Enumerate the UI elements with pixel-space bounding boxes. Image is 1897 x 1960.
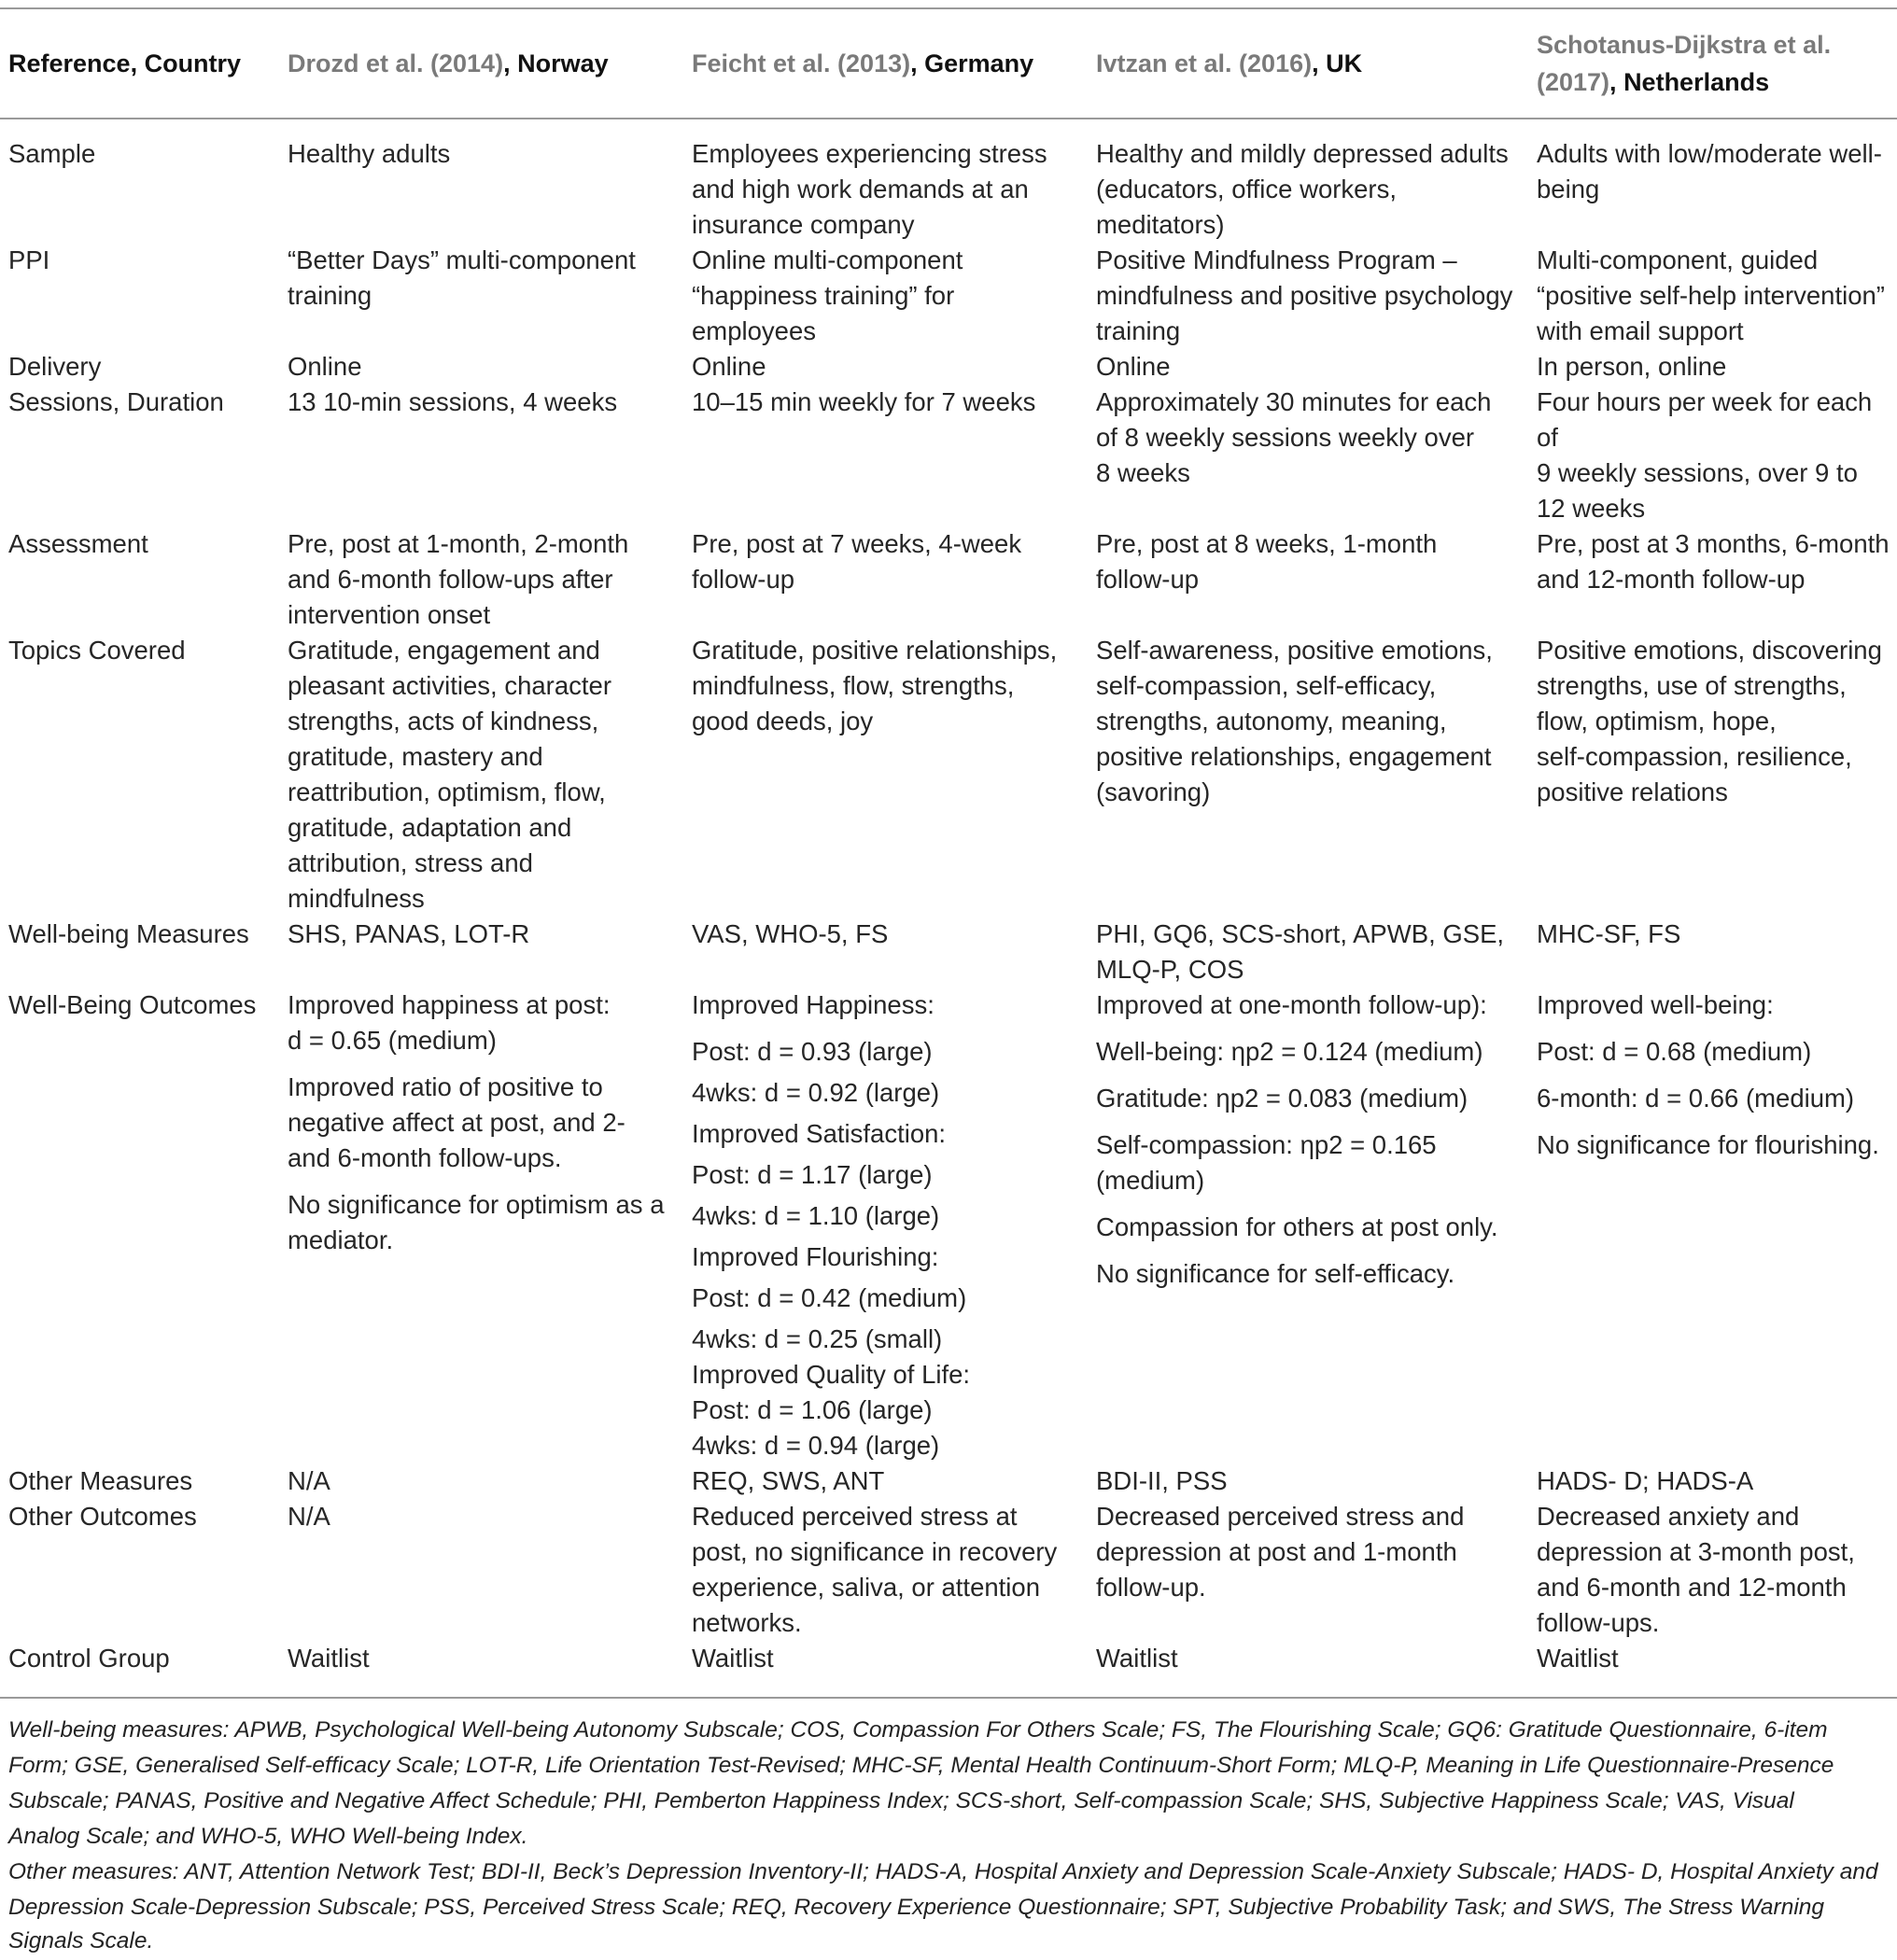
cell-line: 4wks: d = 0.25 (small) (692, 1324, 943, 1353)
cell-line: positive relations (1537, 777, 1728, 806)
row-label: Well-Being Outcomes (8, 990, 257, 1019)
table-cell (1088, 243, 1528, 349)
cell-line: and high work demands at an (692, 175, 1029, 203)
cell-line: follow-up (1096, 565, 1200, 594)
table-cell (1088, 1499, 1528, 1641)
cell-line: Improved Happiness: (692, 990, 934, 1019)
footnote-line: Depression Scale-Depression Subscale; PSS, Perceived Stress Scale; REQ, Recovery Experience Questionnaire; SPT, Subjective Probability Task; and SWS, The Stress Warning Signals Scale. (8, 1895, 1825, 1953)
cell-line: being (1537, 175, 1600, 203)
cell-line: MLQ-P, COS (1096, 955, 1244, 984)
cell-line: insurance company (692, 210, 915, 239)
table-row-assessment (0, 526, 1897, 633)
cell-line: No significance for self-efficacy. (1096, 1259, 1455, 1288)
cell-line: Multi-component, guided (1537, 245, 1819, 274)
cell-line: strengths, autonomy, meaning, (1096, 707, 1447, 735)
cell-line: Gratitude, engagement and (288, 636, 600, 665)
cell-line: training (1096, 316, 1181, 345)
table-cell (1528, 633, 1897, 917)
cell-line: Gratitude: ηp2 = 0.083 (medium) (1096, 1084, 1468, 1113)
row-label: Delivery (8, 352, 102, 381)
header-ref-line1: Schotanus-Dijkstra et al. (1537, 31, 1832, 59)
cell-line: and 6-month and 12-month (1537, 1573, 1847, 1602)
cell-line: depression at 3-month post, (1537, 1537, 1855, 1566)
cell-line: Post: d = 0.93 (large) (692, 1037, 933, 1066)
cell-line: follow-ups. (1537, 1608, 1660, 1637)
cell-line: Decreased anxiety and (1537, 1502, 1800, 1531)
footnote-line: Well-being measures: APWB, Psychological Well-being Autonomy Subscale; COS, Compassion For Others Scale; FS, The Flourishing Scale; GQ6: Gratitude Questionnaire, 6-item (8, 1717, 1828, 1743)
outcome-block (288, 1070, 676, 1176)
cell-line: PHI, GQ6, SCS-short, APWB, GSE, (1096, 919, 1505, 948)
table-cell (683, 1499, 1088, 1641)
table-row-wb-outcomes (0, 987, 1897, 1463)
table-row-delivery (0, 349, 1897, 385)
outcome-block (288, 1187, 676, 1258)
header-ivtzan (1088, 8, 1528, 119)
table-cell: Online (692, 352, 766, 381)
row-label: Topics Covered (8, 636, 186, 665)
table-cell (1528, 385, 1897, 526)
table-cell (683, 526, 1088, 633)
table-cell (683, 243, 1088, 349)
table-cell: 13 10-min sessions, 4 weeks (288, 387, 618, 416)
table-row-ppi (0, 243, 1897, 349)
cell-line: Approximately 30 minutes for each (1096, 387, 1492, 416)
cell-line: Self-compassion: ηp2 = 0.165 (1096, 1130, 1437, 1159)
cell-line: gratitude, adaptation and (288, 813, 572, 842)
cell-line: Pre, post at 7 weeks, 4-week (692, 529, 1022, 558)
cell-line: 4wks: d = 1.10 (large) (692, 1201, 940, 1230)
header-ref: Drozd et al. (2014) (288, 49, 504, 77)
table-cell: Healthy adults (288, 139, 451, 168)
cell-line: Post: d = 0.68 (medium) (1537, 1037, 1812, 1066)
cell-line: “Better Days” multi-component (288, 245, 636, 274)
footnote-line: Analog Scale; and WHO-5, WHO Well-being Index. (8, 1824, 528, 1849)
cell-line: 6-month: d = 0.66 (medium) (1537, 1084, 1855, 1113)
table-cell (683, 987, 1088, 1463)
row-label: Sample (8, 139, 96, 168)
cell-line: No significance for flourishing. (1537, 1130, 1879, 1159)
table-row-other-measures (0, 1463, 1897, 1499)
header-drozd (279, 8, 683, 119)
cell-line: Pre, post at 1-month, 2-month (288, 529, 629, 558)
cell-line: and 6-month follow-ups after (288, 565, 613, 594)
table-cell: Waitlist (1537, 1644, 1619, 1673)
cell-line: (savoring) (1096, 777, 1211, 806)
cell-line: follow-up (692, 565, 795, 594)
header-country: UK (1326, 49, 1363, 77)
cell-line: attribution, stress and mindfulness (288, 848, 533, 913)
cell-line: Self-awareness, positive emotions, (1096, 636, 1493, 665)
table-cell: HADS- D; HADS-A (1537, 1466, 1754, 1495)
cell-line: Improved Satisfaction: (692, 1119, 947, 1148)
cell-line: Improved well-being: (1537, 990, 1774, 1019)
header-reference-country: Reference, Country (8, 49, 242, 77)
row-label: Well-being Measures (8, 919, 249, 948)
cell-line: “happiness training” for (692, 281, 955, 310)
header-row (0, 8, 1897, 119)
table-cell: SHS, PANAS, LOT-R (288, 919, 530, 948)
cell-line: strengths, use of strengths, (1537, 671, 1847, 700)
header-feicht (683, 8, 1088, 119)
table-row-other-outcomes (0, 1499, 1897, 1641)
table-cell (1088, 385, 1528, 526)
table-footnotes (0, 1699, 1897, 1958)
table-cell (279, 987, 683, 1463)
table-cell (1528, 1499, 1897, 1641)
cell-line: Employees experiencing stress (692, 139, 1047, 168)
cell-line: positive relationships, engagement (1096, 742, 1492, 771)
table-cell (1088, 987, 1528, 1463)
header-ref-line2: (2017) (1537, 68, 1610, 96)
table-row-sample (0, 119, 1897, 243)
table-cell (1088, 526, 1528, 633)
cell-line: mindfulness and positive psychology (1096, 281, 1513, 310)
cell-line: Post: d = 1.06 (large) (692, 1395, 933, 1424)
table-cell (1088, 119, 1528, 243)
header-country: Norway (517, 49, 609, 77)
study-comparison-table (0, 7, 1897, 1699)
table-cell (1528, 119, 1897, 243)
cell-line: mindfulness, flow, strengths, (692, 671, 1015, 700)
table-cell: REQ, SWS, ANT (692, 1466, 885, 1495)
cell-line: post, no significance in recovery (692, 1537, 1058, 1566)
cell-line: mediator. (288, 1225, 394, 1254)
cell-line: Improved at one-month follow-up): (1096, 990, 1487, 1019)
cell-line: Online multi-component (692, 245, 963, 274)
cell-line: and 6-month follow-ups. (288, 1143, 562, 1172)
table-cell: BDI-II, PSS (1096, 1466, 1228, 1495)
cell-line: gratitude, mastery and (288, 742, 543, 771)
footnote-line: Subscale; PANAS, Positive and Negative Affect Schedule; PHI, Pemberton Happiness Index; SCS-short, Self-compassion Scale; SHS, Subjective Happiness Scale; VAS, Visual (8, 1788, 1794, 1813)
table-cell (279, 633, 683, 917)
cell-line: Healthy and mildly depressed adults (1096, 139, 1509, 168)
table-cell: Waitlist (1096, 1644, 1178, 1673)
header-sep: , (503, 49, 518, 77)
cell-line: No significance for optimism as a (288, 1190, 665, 1219)
cell-line: of 8 weekly sessions weekly over (1096, 423, 1475, 452)
table-cell: N/A (288, 1502, 330, 1531)
table-cell: VAS, WHO-5, FS (692, 919, 889, 948)
table-cell: N/A (288, 1466, 330, 1495)
table-cell: Online (1096, 352, 1171, 381)
table-row-control (0, 1641, 1897, 1698)
cell-line: strengths, acts of kindness, (288, 707, 599, 735)
row-label: Assessment (8, 529, 148, 558)
cell-line: Improved happiness at post: (288, 990, 611, 1019)
table-cell: Waitlist (692, 1644, 774, 1673)
table-cell (1528, 987, 1897, 1463)
cell-line: Post: d = 0.42 (medium) (692, 1283, 967, 1312)
cell-line: Compassion for others at post only. (1096, 1212, 1498, 1241)
row-label: Sessions, Duration (8, 387, 224, 416)
table-cell: Online (288, 352, 362, 381)
cell-line: 12 weeks (1537, 494, 1646, 523)
outcome-block (288, 987, 676, 1058)
cell-line: Positive Mindfulness Program – (1096, 245, 1457, 274)
cell-line: reattribution, optimism, flow, (288, 777, 606, 806)
cell-line: follow-up. (1096, 1573, 1206, 1602)
cell-line: Adults with low/moderate well- (1537, 139, 1882, 168)
cell-line: Improved Quality of Life: (692, 1360, 971, 1389)
footnote-other-measures (8, 1855, 1889, 1958)
cell-line: with email support (1537, 316, 1744, 345)
cell-line: 4wks: d = 0.92 (large) (692, 1078, 940, 1107)
row-label: Other Outcomes (8, 1502, 197, 1531)
table-cell (683, 633, 1088, 917)
cell-line: negative affect at post, and 2- (288, 1108, 625, 1137)
header-sep: , (910, 49, 925, 77)
footnote-line: Other measures: ANT, Attention Network Test; BDI-II, Beck’s Depression Inventory-II; HADS-A, Hospital Anxiety and Depression Scale-Anxiety Subscale; HADS- D, Hospital Anxiety and (8, 1859, 1878, 1884)
cell-line: training (288, 281, 372, 310)
cell-line: and 12-month follow-up (1537, 565, 1806, 594)
table-cell (279, 243, 683, 349)
cell-line: Pre, post at 3 months, 6-month (1537, 529, 1890, 558)
header-sep: , (1609, 68, 1624, 96)
footnote-wellbeing-measures (8, 1714, 1889, 1854)
cell-line: Positive emotions, discovering (1537, 636, 1882, 665)
cell-line: experience, saliva, or attention (692, 1573, 1040, 1602)
table-cell: 10–15 min weekly for 7 weeks (692, 387, 1036, 416)
table-cell: MHC-SF, FS (1537, 919, 1681, 948)
row-label: Control Group (8, 1644, 170, 1673)
cell-line: 8 weeks (1096, 458, 1190, 487)
cell-line: “positive self-help intervention” (1537, 281, 1885, 310)
table-cell (683, 119, 1088, 243)
table-cell (1088, 633, 1528, 917)
cell-line: 4wks: d = 0.94 (large) (692, 1431, 940, 1460)
cell-line: Four hours per week for each of (1537, 387, 1873, 452)
header-country: Germany (924, 49, 1034, 77)
cell-line: Post: d = 1.17 (large) (692, 1160, 933, 1189)
cell-line: employees (692, 316, 816, 345)
header-ref: Feicht et al. (2013) (692, 49, 911, 77)
table-row-wb-measures (0, 917, 1897, 987)
cell-line: (educators, office workers, (1096, 175, 1397, 203)
cell-line: Gratitude, positive relationships, (692, 636, 1058, 665)
header-country: Netherlands (1623, 68, 1770, 96)
table-cell (1528, 243, 1897, 349)
cell-line: self-compassion, self-efficacy, (1096, 671, 1437, 700)
outcome-block (1096, 1127, 1521, 1198)
table-cell: In person, online (1537, 352, 1727, 381)
footnote-line: Form; GSE, Generalised Self-efficacy Scale; LOT-R, Life Orientation Test-Revised; MHC-SF, Mental Health Continuum-Short Form; MLQ-P, Meaning in Life Questionnaire-Presence (8, 1753, 1834, 1778)
cell-line: depression at post and 1-month (1096, 1537, 1457, 1566)
cell-line: Improved Flourishing: (692, 1242, 939, 1271)
cell-line: (medium) (1096, 1166, 1205, 1195)
table-cell: Waitlist (288, 1644, 370, 1673)
row-label: Other Measures (8, 1466, 193, 1495)
table-row-topics (0, 633, 1897, 917)
cell-line: Decreased perceived stress and (1096, 1502, 1465, 1531)
cell-line: pleasant activities, character (288, 671, 611, 700)
cell-line: 9 weekly sessions, over 9 to (1537, 458, 1858, 487)
cell-line: meditators) (1096, 210, 1225, 239)
document-page (0, 7, 1897, 1960)
header-ref: Ivtzan et al. (2016) (1096, 49, 1313, 77)
table-cell (279, 526, 683, 633)
cell-line: Reduced perceived stress at (692, 1502, 1018, 1531)
cell-line: networks. (692, 1608, 802, 1637)
cell-line: Pre, post at 8 weeks, 1-month (1096, 529, 1438, 558)
cell-line: Improved ratio of positive to (288, 1072, 603, 1101)
cell-line: self-compassion, resilience, (1537, 742, 1852, 771)
table-cell (1528, 526, 1897, 633)
table-row-sessions (0, 385, 1897, 526)
cell-line: flow, optimism, hope, (1537, 707, 1777, 735)
header-schotanus (1528, 8, 1897, 119)
cell-line: Well-being: ηp2 = 0.124 (medium) (1096, 1037, 1483, 1066)
cell-line: intervention onset (288, 600, 491, 629)
header-sep: , (1312, 49, 1327, 77)
cell-line: good deeds, joy (692, 707, 874, 735)
table-cell (1088, 917, 1528, 987)
row-label: PPI (8, 245, 50, 274)
cell-line: d = 0.65 (medium) (288, 1026, 497, 1055)
